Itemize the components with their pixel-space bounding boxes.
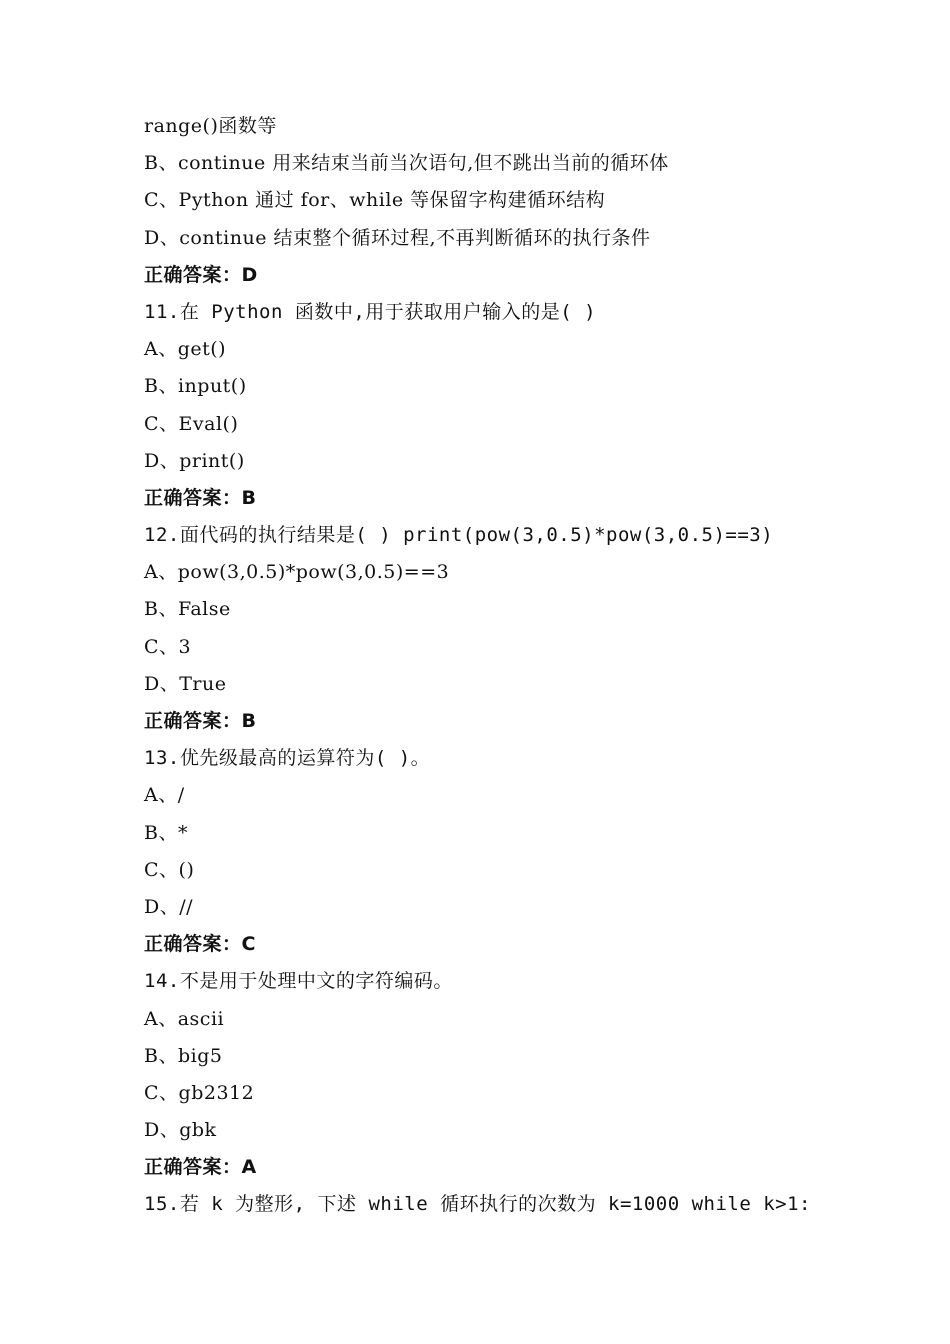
answer-line: 正确答案：C [144,933,256,956]
option-line: D、gbk [144,1119,217,1142]
option-line: A、pow(3,0.5)*pow(3,0.5)==3 [144,561,450,584]
option-line: B、input() [144,375,247,398]
option-line: D、continue 结束整个循环过程,不再判断循环的执行条件 [144,226,651,249]
option-line: C、gb2312 [144,1081,255,1104]
option-line: C、Python 通过 for、while 等保留字构建循环结构 [144,189,606,212]
option-line: B、False [144,598,231,621]
option-line: C、() [144,858,195,881]
option-line: B、* [144,821,188,844]
question-line: 12.面代码的执行结果是( ) print(pow(3,0.5)*pow(3,0.5)==3) [144,524,774,547]
option-line: D、True [144,672,227,695]
answer-line: 正确答案：A [144,1156,257,1179]
option-line: D、// [144,895,194,918]
document-body [144,108,844,1224]
question-line: 13.优先级最高的运算符为( )。 [144,747,431,770]
question-line: 15.若 k 为整形, 下述 while 循环执行的次数为 k=1000 while k>1: [144,1193,811,1216]
option-line: D、print() [144,449,245,472]
option-line: A、/ [144,784,185,807]
option-line: A、get() [144,338,227,361]
option-line: B、continue 用来结束当前当次语句,但不跳出当前的循环体 [144,152,669,175]
option-line: B、big5 [144,1044,223,1067]
option-line: C、Eval() [144,412,239,435]
answer-line: 正确答案：D [144,263,258,286]
question-line: 14.不是用于处理中文的字符编码。 [144,970,453,993]
option-line: C、3 [144,635,192,658]
question-line: 11.在 Python 函数中,用于获取用户输入的是( ) [144,300,597,323]
option-line: range()函数等 [144,115,277,137]
answer-line: 正确答案：B [144,710,257,732]
answer-line: 正确答案：B [144,486,257,509]
option-line: A、ascii [144,1007,225,1030]
